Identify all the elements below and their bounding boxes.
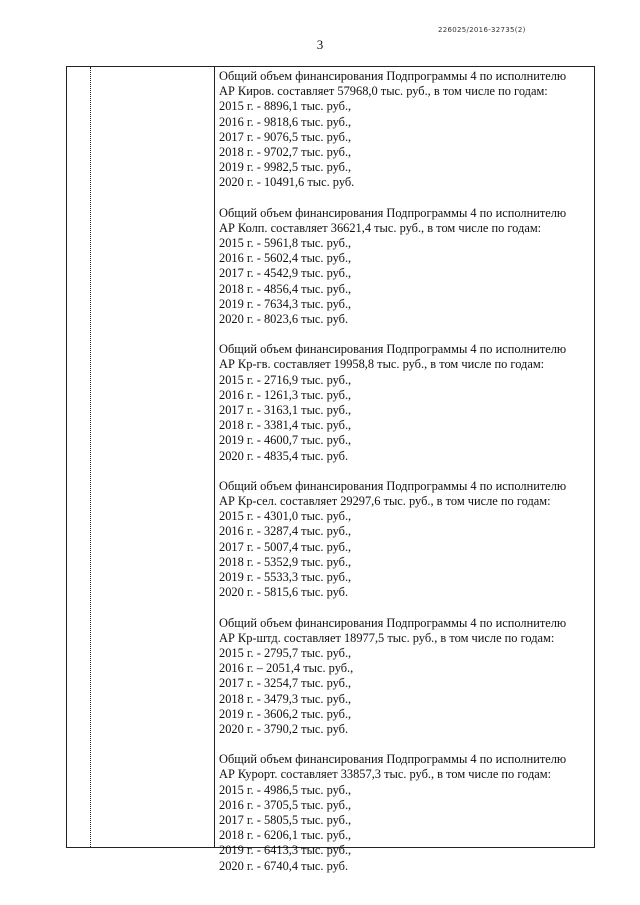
year-amount-line: 2018 г. - 3479,3 тыс. руб., (219, 691, 352, 706)
section-intro-line: АР Колп. составляет 36621,4 тыс. руб., в том числе по годам: (219, 220, 542, 235)
year-amount-line: 2018 г. - 6206,1 тыс. руб., (219, 828, 352, 843)
year-amount-line: 2016 г. - 5602,4 тыс. руб., (219, 251, 352, 266)
year-amount-line: 2018 г. - 9702,7 тыс. руб., (219, 145, 352, 160)
year-amount-line: 2018 г. - 3381,4 тыс. руб., (219, 418, 352, 433)
document-id: 226025/2016-32735(2) (438, 26, 526, 34)
year-amount-line: 2015 г. - 4986,5 тыс. руб., (219, 782, 352, 797)
section-intro-line: Общий объем финансирования Подпрограммы 4 по исполнителю (219, 752, 567, 767)
funding-section (219, 752, 590, 874)
section-intro-line: Общий объем финансирования Подпрограммы 4 по исполнителю (219, 205, 567, 220)
year-amount-line: 2015 г. - 8896,1 тыс. руб., (219, 99, 352, 114)
section-intro-line: Общий объем финансирования Подпрограммы 4 по исполнителю (219, 478, 567, 493)
section-intro-line: АР Кр-гв. составляет 19958,8 тыс. руб., в том числе по годам: (219, 357, 545, 372)
year-amount-line: 2015 г. - 5961,8 тыс. руб., (219, 236, 352, 251)
year-amount-line: 2020 г. - 8023,6 тыс. руб. (219, 312, 349, 327)
section-intro-line: Общий объем финансирования Подпрограммы 4 по исполнителю (219, 342, 567, 357)
year-amount-line: 2016 г. – 2051,4 тыс. руб., (219, 661, 354, 676)
funding-cell (219, 69, 590, 889)
year-amount-line: 2020 г. - 5815,6 тыс. руб. (219, 585, 349, 600)
year-amount-line: 2015 г. - 4301,0 тыс. руб., (219, 509, 352, 524)
section-intro-line: Общий объем финансирования Подпрограммы 4 по исполнителю (219, 69, 567, 83)
year-amount-line: 2019 г. - 3606,2 тыс. руб., (219, 706, 352, 721)
year-amount-line: 2015 г. - 2795,7 тыс. руб., (219, 645, 352, 660)
year-amount-line: 2017 г. - 3254,7 тыс. руб., (219, 676, 352, 691)
year-amount-line: 2019 г. - 7634,3 тыс. руб., (219, 296, 352, 311)
year-amount-line: 2015 г. - 2716,9 тыс. руб., (219, 372, 352, 387)
funding-section (219, 479, 590, 601)
year-amount-line: 2019 г. - 4600,7 тыс. руб., (219, 433, 352, 448)
year-amount-line: 2019 г. - 5533,3 тыс. руб., (219, 570, 352, 585)
year-amount-line: 2020 г. - 4835,4 тыс. руб. (219, 448, 349, 463)
funding-section (219, 69, 590, 191)
section-intro-line: АР Кр-штд. составляет 18977,5 тыс. руб., в том числе по годам: (219, 630, 555, 645)
year-amount-line: 2016 г. - 3287,4 тыс. руб., (219, 524, 352, 539)
year-amount-line: 2017 г. - 5805,5 тыс. руб., (219, 812, 352, 827)
year-amount-line: 2020 г. - 3790,2 тыс. руб. (219, 721, 349, 736)
year-amount-line: 2016 г. - 3705,5 тыс. руб., (219, 797, 352, 812)
year-amount-line: 2018 г. - 4856,4 тыс. руб., (219, 281, 352, 296)
funding-section (219, 616, 590, 738)
year-amount-line: 2020 г. - 10491,6 тыс. руб. (219, 175, 355, 190)
year-amount-line: 2019 г. - 9982,5 тыс. руб., (219, 160, 352, 175)
table-frame (66, 66, 595, 873)
column-divider-right (214, 67, 215, 847)
year-amount-line: 2017 г. - 4542,9 тыс. руб., (219, 266, 352, 281)
year-amount-line: 2017 г. - 9076,5 тыс. руб., (219, 129, 352, 144)
section-intro-line: Общий объем финансирования Подпрограммы 4 по исполнителю (219, 615, 567, 630)
year-amount-line: 2018 г. - 5352,9 тыс. руб., (219, 554, 352, 569)
year-amount-line: 2017 г. - 5007,4 тыс. руб., (219, 539, 352, 554)
section-intro-line: АР Киров. составляет 57968,0 тыс. руб., в том числе по годам: (219, 84, 548, 99)
year-amount-line: 2016 г. - 1261,3 тыс. руб., (219, 387, 352, 402)
column-divider-left (90, 67, 91, 847)
section-intro-line: АР Кр-сел. составляет 29297,6 тыс. руб., в том числе по годам: (219, 494, 551, 509)
year-amount-line: 2016 г. - 9818,6 тыс. руб., (219, 114, 352, 129)
year-amount-line: 2017 г. - 3163,1 тыс. руб., (219, 403, 352, 418)
page-number: 3 (316, 37, 324, 52)
year-amount-line: 2020 г. - 6740,4 тыс. руб. (219, 858, 349, 873)
year-amount-line: 2019 г. - 6413,3 тыс. руб., (219, 843, 352, 858)
section-intro-line: АР Курорт. составляет 33857,3 тыс. руб., в том числе по годам: (219, 767, 552, 782)
funding-section (219, 206, 590, 328)
funding-section (219, 342, 590, 464)
